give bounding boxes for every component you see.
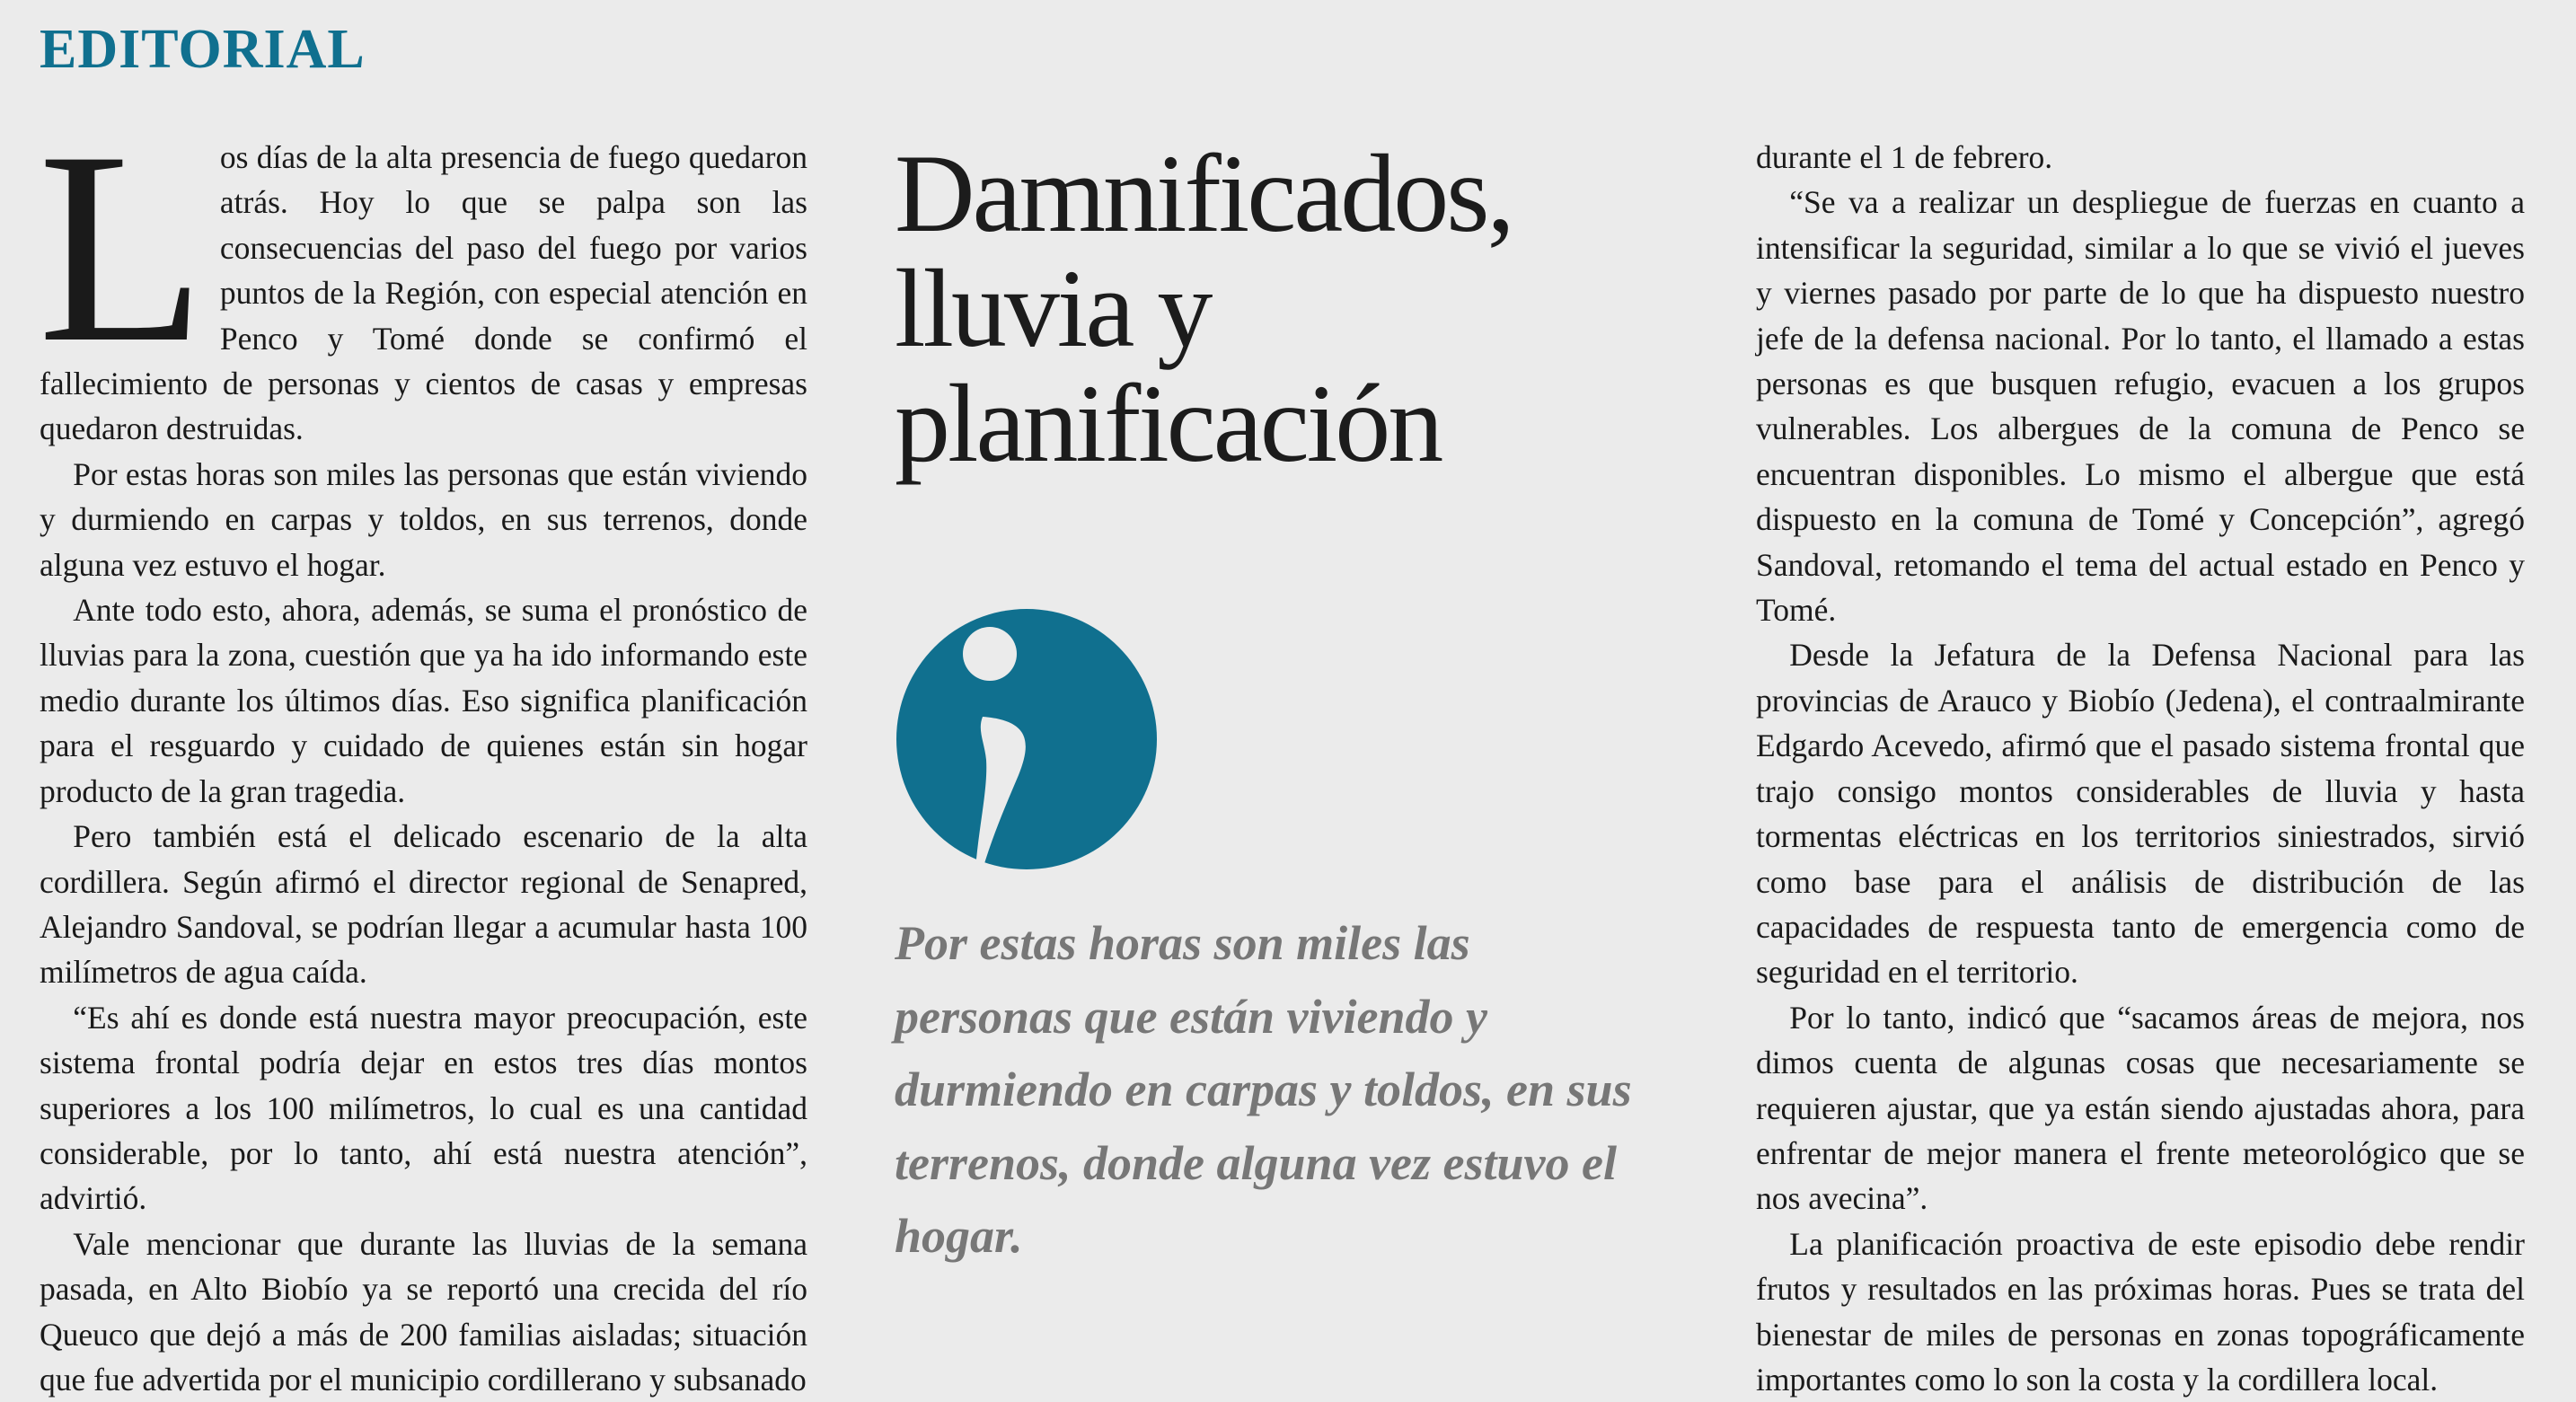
article-paragraph: La planificación proactiva de este episodio debe rendir frutos y resultados en las próximas horas. Pues se trata del bienestar de miles de personas en zonas topográficamente importantes como lo son la costa y la cordillera local. <box>1756 1225 2525 1398</box>
article-paragraph: Ante todo esto, ahora, además, se suma el pronóstico de lluvias para la zona, cuestión que ya ha ido informando este medio durante los últimos días. Eso significa planificación para el resguardo y cuidado de quienes están sin hogar producto de la gran tragedia. <box>40 592 807 809</box>
drop-cap: L <box>38 95 206 400</box>
article-column-right <box>1756 135 2525 1402</box>
article-paragraph: “Se va a realizar un despliegue de fuerzas en cuanto a intensificar la seguridad, similar a lo que se vivió el jueves y viernes pasado por parte de lo que ha dispuesto nuestro jefe de la defensa nacional. Por lo tanto, el llamado a estas personas es que busquen refugio, evacuen a los grupos vulnerables. Los albergues de la comuna de Penco se encuentran disponibles. Lo mismo el albergue que está dispuesto en la comuna de Tomé y Concepción”, agregó Sandoval, retomando el tema del actual estado en Penco y Tomé. <box>1756 184 2525 629</box>
article-paragraph: Desde la Jefatura de la Defensa Nacional para las provincias de Arauco y Biobío (Jedena), el contraalmirante Edgardo Acevedo, afirmó que el pasado sistema frontal que trajo consigo montos considerables de lluvia y hasta tormentas eléctricas en los territorios siniestrados, sirvió como base para el análisis de distribución de las capacidades de respuesta tanto de emergencia como de seguridad en el territorio. <box>1756 637 2525 991</box>
article-paragraph: “Es ahí es donde está nuestra mayor preocupación, este sistema frontal podría dejar en estos tres días montos superiores a los 100 milímetros, lo cual es una cantidad considerable, por lo tanto, ahí está nuestra atención”, advirtió. <box>40 999 807 1217</box>
article-column-left <box>38 95 807 1402</box>
paragraph-text: os días de la alta presencia de fuego quedaron atrás. Hoy lo que se palpa son las consecuencias del paso del fuego por varios puntos de la Región, con especial atención en Penco y Tomé donde se confirmó el fallecimiento de personas y cientos de casas y empresas quedaron destruidas. <box>40 139 807 447</box>
headline: Damnificados, lluvia y planificación <box>895 132 1513 485</box>
section-label: EDITORIAL <box>40 19 366 80</box>
article-paragraph: Vale mencionar que durante las lluvias de la semana pasada, en Alto Biobío ya se reportó una crecida del río Queuco que dejó a más de 200 familias aisladas; situación que fue advertida por el municipio cordillerano y subsanado <box>40 1225 807 1398</box>
pull-quote: Por estas horas son miles las personas que están viviendo y durmiendo en carpas y toldos, en sus terrenos, donde alguna vez estuvo el hogar. <box>895 916 1632 1263</box>
article-paragraph: durante el 1 de febrero. <box>1756 139 2053 175</box>
article-paragraph: Por lo tanto, indicó que “sacamos áreas de mejora, nos dimos cuenta de algunas cosas que necesariamente se requieren ajustar, que ya están siendo ajustadas ahora, para enfrentar de mejor manera el frente meteorológico que se nos avecina”. <box>1756 999 2525 1217</box>
info-icon <box>896 609 1157 869</box>
article-paragraph: Por estas horas son miles las personas que están viviendo y durmiendo en carpas y toldos, en sus terrenos, donde alguna vez estuvo el hogar. <box>40 455 807 583</box>
article-paragraph: Pero también está el delicado escenario de la alta cordillera. Según afirmó el director regional de Senapred, Alejandro Sandoval, se podrían llegar a acumular hasta 100 milímetros de agua caída. <box>40 818 807 991</box>
article-paragraph <box>38 95 807 452</box>
